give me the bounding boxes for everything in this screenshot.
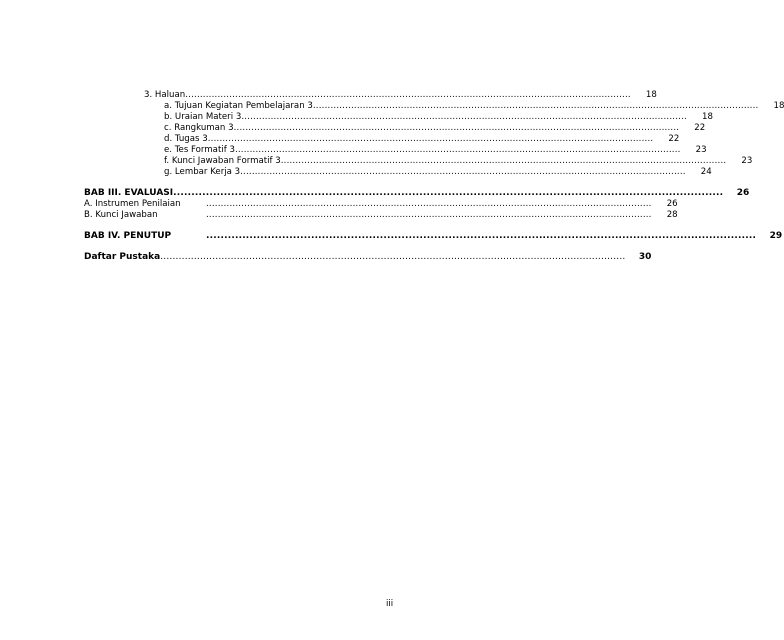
toc-entry-label: 3. Haluan [144, 90, 186, 100]
toc-entry-tes-formatif[interactable] [164, 145, 707, 156]
toc-entry-page: 28 [666, 210, 678, 220]
leader-dots: ........................................................................................................................................................ [206, 199, 652, 209]
leader-dots: ........................................................................................................................................................ [233, 123, 680, 133]
toc-entry-page: 23 [741, 156, 753, 166]
leader-dots: ........................................................................................................................................................ [241, 112, 687, 122]
toc-entry-page: 29 [769, 231, 783, 241]
toc-entry-label: BAB III. EVALUASI [84, 188, 174, 198]
leader-dots: ........................................................................................................................................................ [206, 210, 652, 220]
leader-dots: ........................................................................................................................................................ [312, 101, 759, 111]
leader-dots: ........................................................................................................................................................ [185, 90, 631, 100]
leader-dots: ........................................................................................................................................................ [206, 231, 757, 241]
leader-dots: ........................................................................................................................................................ [234, 145, 681, 155]
toc-entry-label: f. Kunci Jawaban Formatif 3 [164, 156, 281, 166]
toc-entry-tujuan[interactable] [164, 101, 784, 112]
toc-entry-instrumen[interactable] [84, 199, 678, 210]
toc-entry-page: 30 [638, 252, 652, 262]
toc-entry-haluan[interactable] [144, 90, 657, 101]
toc-entry-kunci-formatif[interactable] [164, 156, 753, 167]
toc-entry-label: c. Rangkuman 3 [164, 123, 234, 133]
toc-entry-label: b. Uraian Materi 3 [164, 112, 242, 122]
leader-dots: ........................................................................................................................................................ [240, 167, 686, 177]
toc-entry-page: 26 [736, 188, 750, 198]
toc-entry-page: 22 [694, 123, 706, 133]
toc-entry-bab3[interactable] [84, 188, 750, 199]
toc-entry-label: A. Instrumen Penilaian [84, 199, 181, 209]
toc-entry-bab4[interactable] [84, 231, 783, 242]
toc-entry-label: e. Tes Formatif 3 [164, 145, 235, 155]
toc-entry-page: 18 [645, 90, 657, 100]
toc-entry-page: 24 [700, 167, 712, 177]
toc-entry-tugas[interactable] [164, 134, 680, 145]
toc-entry-uraian[interactable] [164, 112, 713, 123]
leader-dots: ........................................................................................................................................................ [173, 188, 724, 198]
toc-entry-page: 18 [773, 101, 784, 111]
toc-entry-page: 22 [668, 134, 680, 144]
toc-entry-label: Daftar Pustaka [84, 252, 161, 262]
leader-dots: ........................................................................................................................................................ [280, 156, 727, 166]
toc-entry-kunci-jawaban[interactable] [84, 210, 678, 221]
toc-entry-label: B. Kunci Jawaban [84, 210, 158, 220]
toc-entry-label: a. Tujuan Kegiatan Pembelajaran 3 [164, 101, 313, 111]
toc-entry-page: 26 [666, 199, 678, 209]
toc-entry-label: g. Lembar Kerja 3 [164, 167, 241, 177]
toc-entry-daftar-pustaka[interactable] [84, 252, 652, 263]
leader-dots: ........................................................................................................................................................ [207, 134, 654, 144]
toc-entry-lembar-kerja[interactable] [164, 167, 712, 178]
toc-entry-label: d. Tugas 3 [164, 134, 208, 144]
page-number: iii [386, 599, 394, 609]
toc-entry-rangkuman[interactable] [164, 123, 706, 134]
toc-entry-label: BAB IV. PENUTUP [84, 231, 172, 241]
toc-entry-page: 18 [702, 112, 713, 122]
leader-dots: ........................................................................................................................................................ [160, 252, 626, 262]
toc-entry-page: 23 [695, 145, 707, 155]
